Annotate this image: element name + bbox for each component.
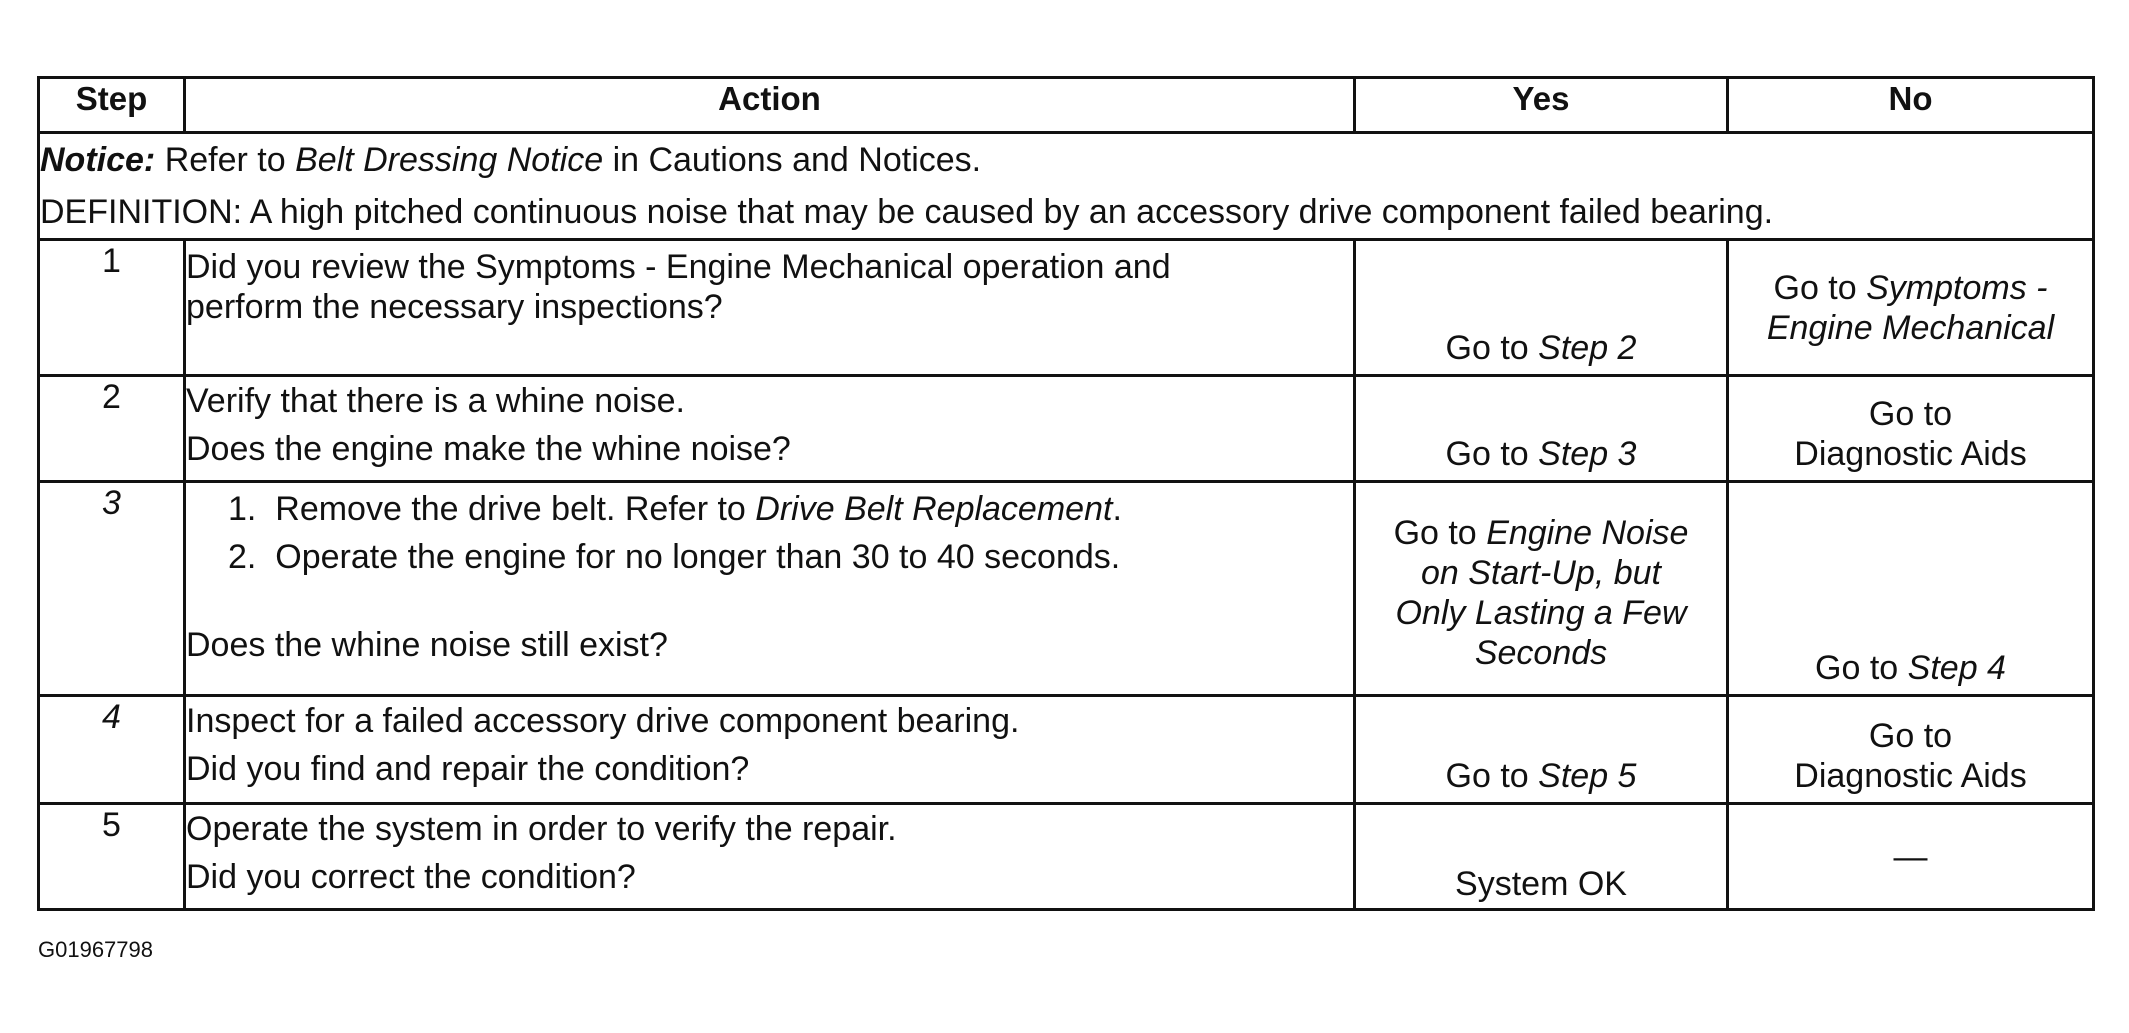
action-cell	[185, 240, 1355, 376]
action-line: Inspect for a failed accessory drive component bearing.	[186, 702, 1020, 740]
action-step-item: 1. Remove the drive belt. Refer to Drive Belt Replacement.	[228, 490, 1122, 528]
header-yes: Yes	[1355, 78, 1728, 133]
no-step-link: Step 4	[1907, 649, 2006, 687]
action-cell	[185, 482, 1355, 696]
yes-prefix: Go to	[1393, 514, 1477, 552]
action-line: Did you correct the condition?	[186, 858, 636, 896]
yes-reference: Only Lasting a Few	[1395, 594, 1687, 632]
step-number: 3	[39, 482, 185, 696]
notice-reference: Belt Dressing Notice	[295, 141, 604, 179]
no-cell	[1728, 696, 2094, 804]
header-row	[39, 78, 2094, 133]
action-line: Does the engine make the whine noise?	[186, 430, 791, 468]
notice-prefix: Refer to	[164, 141, 286, 179]
yes-step-link: Step 2	[1538, 329, 1637, 367]
yes-reference: Engine Noise	[1486, 514, 1689, 552]
yes-step-link: Step 5	[1538, 757, 1637, 795]
yes-prefix: Go to	[1445, 329, 1529, 367]
action-cell	[185, 696, 1355, 804]
action-line: Operate the system in order to verify the repair.	[186, 810, 897, 848]
action-reference: Drive Belt Replacement	[755, 490, 1113, 528]
definition-line: DEFINITION: A high pitched continuous noise that may be caused by an accessory drive component failed bearing.	[40, 193, 1774, 231]
action-step-item: 2. Operate the engine for no longer than 30 to 40 seconds.	[228, 538, 1121, 576]
no-cell	[1728, 376, 2094, 482]
header-step: Step	[39, 78, 185, 133]
header-action: Action	[185, 78, 1355, 133]
no-prefix: Go to	[1773, 268, 1857, 307]
action-line: Did you find and repair the condition?	[186, 750, 750, 788]
notice-row	[39, 133, 2094, 240]
no-cell	[1728, 240, 2094, 376]
no-cell	[1728, 482, 2094, 696]
diagnostic-table-container	[37, 76, 2092, 911]
diagnostic-table	[37, 76, 2095, 911]
action-cell	[185, 376, 1355, 482]
action-question: Does the whine noise still exist?	[186, 626, 668, 664]
header-no: No	[1728, 78, 2094, 133]
no-line: Go to	[1868, 395, 1953, 433]
action-cell	[185, 804, 1355, 910]
yes-cell	[1355, 376, 1728, 482]
yes-reference: on Start-Up, but	[1420, 554, 1661, 592]
table-row	[39, 804, 2094, 910]
yes-cell: System OK	[1355, 804, 1728, 910]
figure-code: G01967798	[38, 937, 153, 962]
no-prefix: Go to	[1815, 649, 1899, 687]
step-number: 4	[39, 696, 185, 804]
no-reference: Symptoms -	[1866, 268, 2048, 307]
notice-label: Notice:	[40, 141, 156, 179]
step-number: 2	[39, 376, 185, 482]
step-number: 5	[39, 804, 185, 910]
yes-cell	[1355, 482, 1728, 696]
action-line: Verify that there is a whine noise.	[186, 382, 685, 420]
table-row	[39, 482, 2094, 696]
table-row	[39, 240, 2094, 376]
yes-prefix: Go to	[1445, 435, 1529, 473]
no-line: Diagnostic Aids	[1794, 757, 2027, 795]
action-line: Did you review the Symptoms - Engine Mechanical operation and	[186, 248, 1171, 286]
yes-prefix: Go to	[1445, 757, 1529, 795]
no-line: Diagnostic Aids	[1794, 435, 2027, 473]
no-cell: —	[1728, 804, 2094, 910]
yes-step-link: Step 3	[1538, 435, 1637, 473]
yes-cell	[1355, 696, 1728, 804]
action-steps-list	[186, 485, 1353, 581]
notice-suffix: in Cautions and Notices.	[612, 141, 982, 179]
no-reference: Engine Mechanical	[1766, 308, 2055, 347]
yes-reference: Seconds	[1474, 634, 1608, 672]
step-number: 1	[39, 240, 185, 376]
action-line: perform the necessary inspections?	[186, 288, 723, 326]
notice-cell	[39, 133, 2094, 240]
no-line: Go to	[1868, 717, 1953, 755]
table-row	[39, 696, 2094, 804]
notice-line	[40, 134, 2092, 186]
yes-cell	[1355, 240, 1728, 376]
table-row	[39, 376, 2094, 482]
